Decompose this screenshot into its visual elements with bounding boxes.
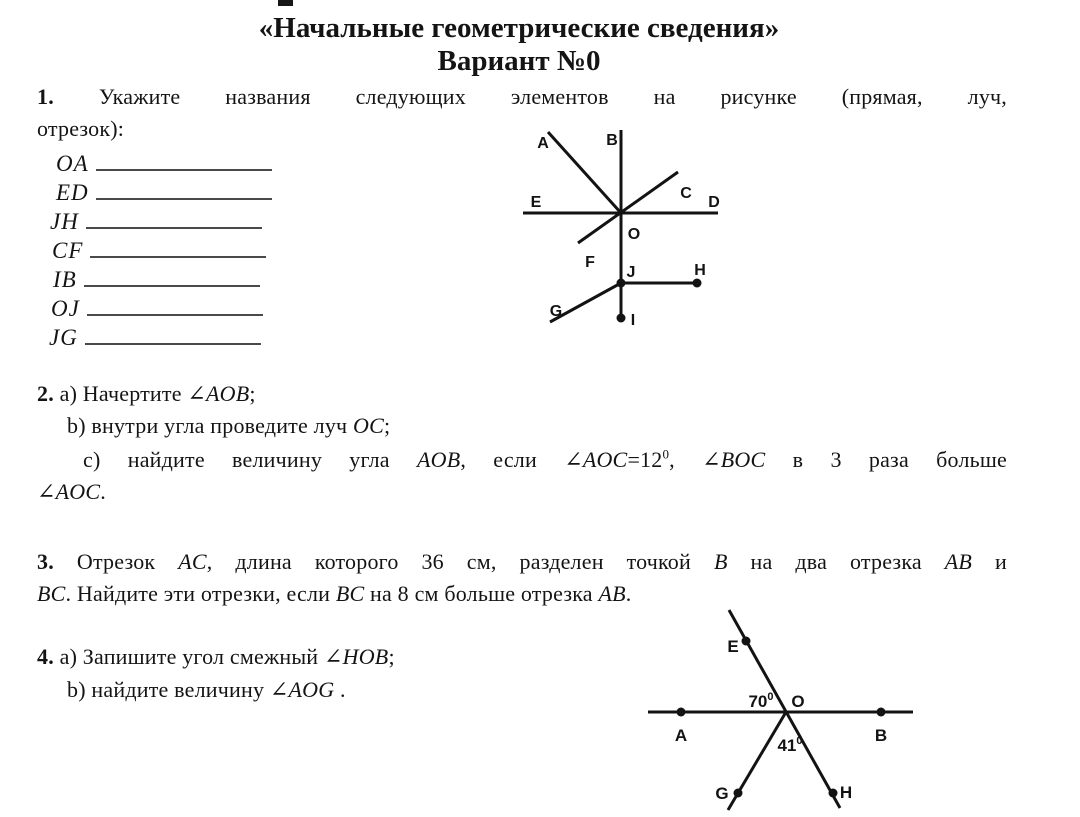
point-label-e: E (530, 194, 542, 211)
point-label-f: F (585, 254, 595, 271)
task2-line-c-cont: ∠AOC. (37, 479, 106, 504)
point-label-j: J (626, 264, 636, 281)
answer-line (86, 206, 262, 229)
task3-line1: 3. Отрезок AC, длина которого 36 см, разделен точкой B на два отрезка AB и (37, 549, 1007, 574)
task3-line2: BC. Найдите эти отрезки, если BC на 8 см больше отрезка AB. (37, 581, 632, 606)
task1-text-line1: 1. Укажите названия следующих элементов на рисунке (прямая, луч, (37, 84, 1007, 109)
point-label-b: B (874, 726, 888, 745)
variant-subtitle: Вариант №0 (437, 45, 601, 77)
element-label-jg: JG (49, 325, 78, 350)
answer-line (90, 235, 266, 258)
point-label-g: G (715, 784, 729, 803)
answer-line (96, 177, 272, 200)
answer-line (87, 293, 263, 316)
point-label-c: C (680, 185, 692, 202)
point-h-dot (693, 279, 702, 288)
figure-2-angles-diagram (630, 595, 930, 817)
answer-blank-row (51, 293, 263, 322)
point-i-dot (617, 314, 626, 323)
point-label-o: O (627, 226, 641, 243)
element-label-oa: OA (56, 151, 89, 176)
task2-line-b: b) внутри угла проведите луч OC; (67, 413, 391, 438)
angle-70-label: $70^0$ (748, 691, 774, 711)
page-title: «Начальные геометрические сведения» (258, 12, 780, 44)
task2-line-a: 2. a) Начертите ∠AOB; (37, 381, 256, 406)
point-label-e: E (727, 637, 739, 656)
answer-line (85, 322, 261, 345)
answer-blank-row (49, 322, 261, 351)
point-b-dot (877, 708, 886, 717)
answer-line (96, 148, 272, 171)
task2-line-c: c) найдите величину угла AOB, если $\angle AOC=12^0$, ∠BOC в 3 раза больше (83, 446, 1007, 472)
scan-artifact (278, 0, 293, 6)
point-g-dot (734, 789, 743, 798)
point-label-a: A (537, 135, 549, 152)
point-label-h: H (694, 262, 706, 279)
element-label-jh: JH (50, 209, 79, 234)
answer-blank-row (50, 206, 262, 235)
point-j-dot (617, 279, 626, 288)
task4-line-b: b) найдите величину ∠AOG . (67, 677, 346, 702)
point-label-b: B (606, 132, 618, 149)
point-label-a: A (674, 726, 688, 745)
figure-1-rays-diagram (500, 113, 760, 343)
element-label-oj: OJ (51, 296, 80, 321)
point-label-o: O (791, 692, 805, 711)
point-label-h: H (839, 783, 853, 802)
point-label-g: G (549, 303, 563, 320)
point-h-dot (829, 789, 838, 798)
point-label-d: D (708, 194, 720, 211)
element-label-ib: IB (53, 267, 77, 292)
task4-line-a: 4. a) Запишите угол смежный ∠HOB; (37, 644, 395, 669)
angle-41-label: $41^0$ (777, 735, 803, 755)
element-label-ed: ED (56, 180, 89, 205)
answer-blank-row (56, 148, 272, 177)
answer-blank-row (53, 264, 260, 293)
answer-blank-row (56, 177, 272, 206)
answer-line (84, 264, 260, 287)
point-e-dot (742, 637, 751, 646)
task1-text-line2: отрезок): (37, 116, 125, 141)
answer-blank-row (52, 235, 266, 264)
point-label-i: I (630, 312, 636, 329)
point-a-dot (677, 708, 686, 717)
element-label-cf: CF (52, 238, 84, 263)
